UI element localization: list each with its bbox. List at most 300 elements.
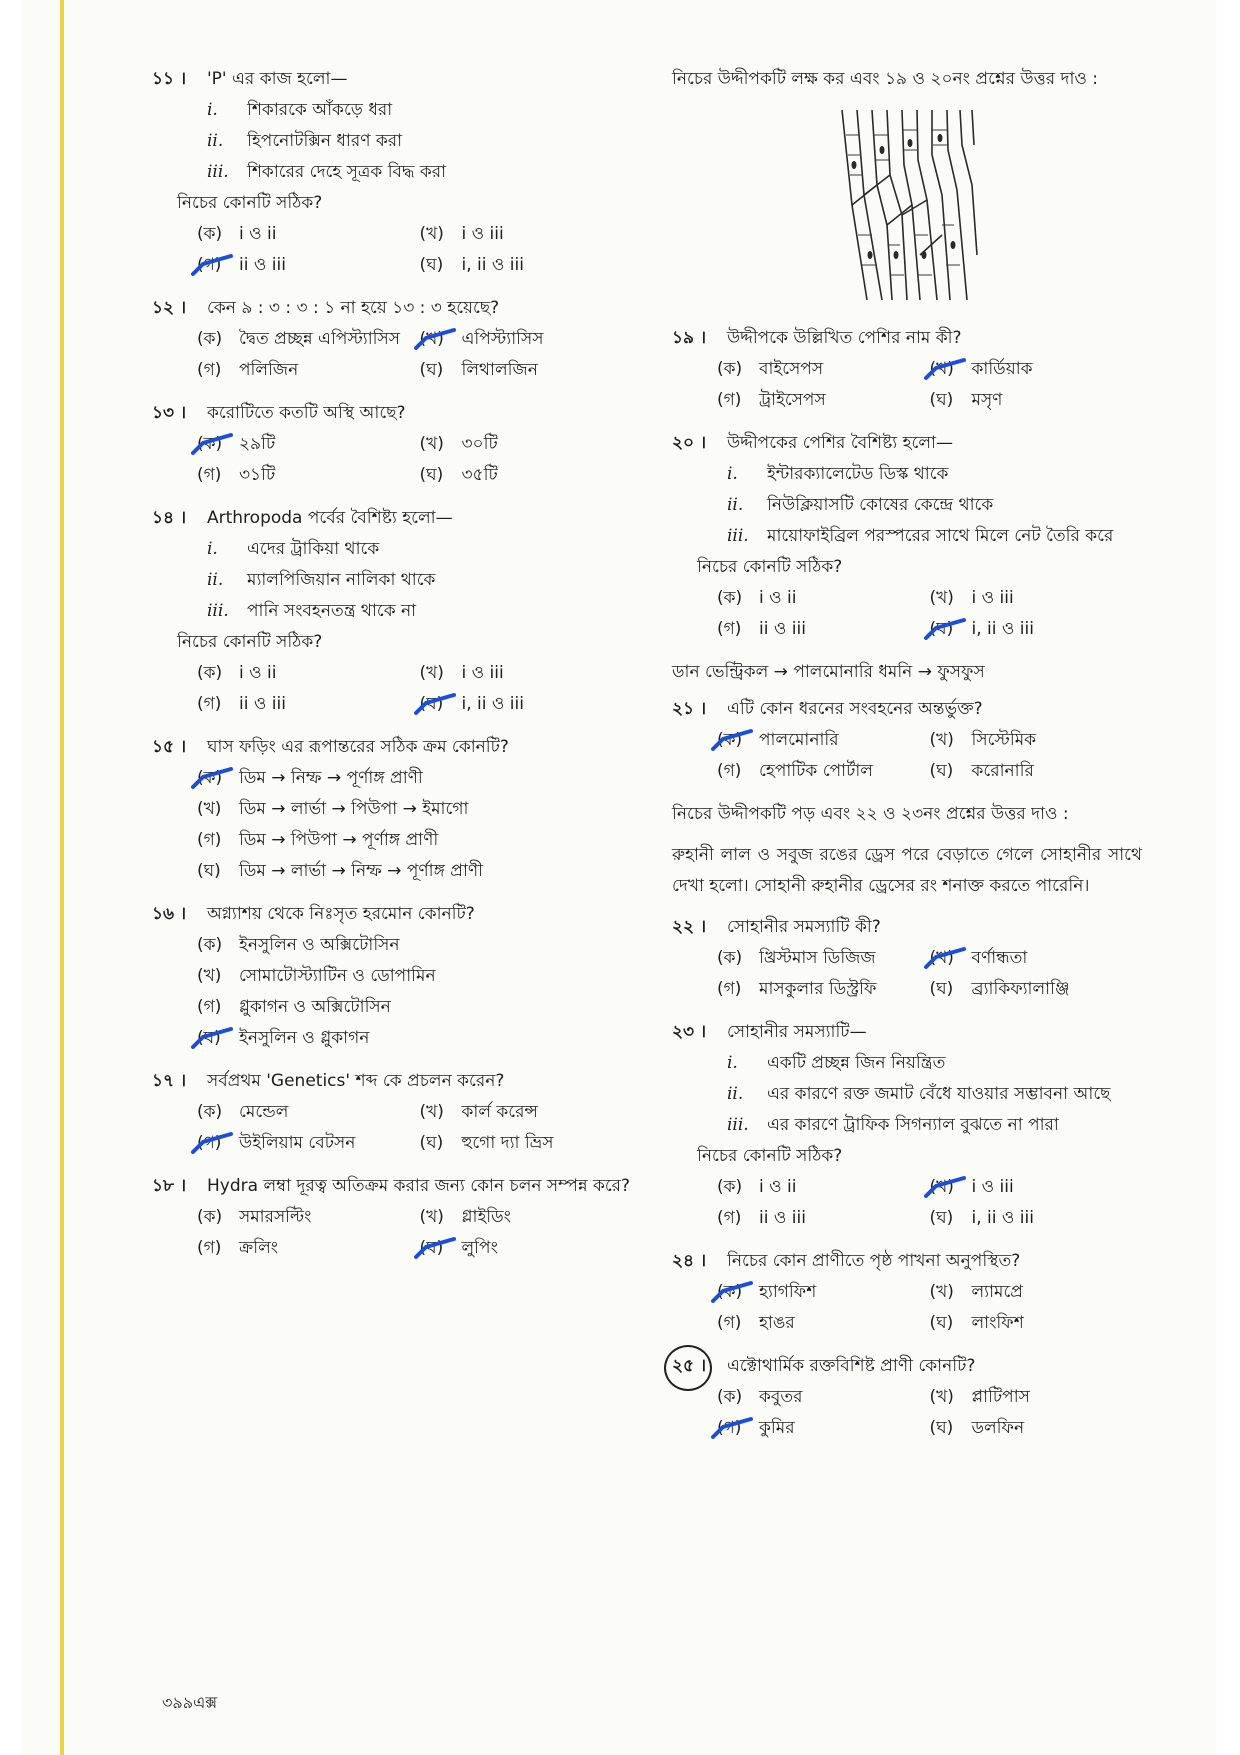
- option-label: (গ): [717, 619, 742, 639]
- option-item[interactable]: [197, 992, 642, 1023]
- option-text: কবুতর: [759, 1387, 803, 1407]
- stimulus-passage-22-23: রুহানী লাল ও সবুজ রঙের ড্রেস পরে বেড়াতে গেলে সোহানীর সাথে দেখা হলো। সোহানী রুহানীর ড্রেসের রং শনাক্ত করতে পারেনি।: [672, 845, 1142, 896]
- option-label: (ক): [197, 224, 223, 244]
- option-label: (খ): [419, 329, 444, 349]
- statement-text: ম্যালপিজিয়ান নালিকা থাকে: [247, 570, 436, 590]
- option-text: মসৃণ: [971, 390, 1003, 410]
- question-number: ১৭ ।: [152, 1071, 187, 1091]
- page-number: ৩৯৯এক্স: [162, 1693, 218, 1712]
- option-text: i, ii ও iii: [461, 694, 524, 714]
- choose-prompt: নিচের কোনটি সঠিক?: [697, 1146, 843, 1166]
- option-label: (ক): [197, 768, 223, 788]
- question-3: [152, 398, 642, 491]
- statement-numeral: ii.: [727, 1084, 744, 1104]
- option-label: (ক): [197, 1102, 223, 1122]
- option-item[interactable]: [420, 658, 643, 689]
- stimulus-intro-22-23: নিচের উদ্দীপকটি পড় এবং ২২ ও ২৩নং প্রশ্নের উত্তর দাও :: [672, 804, 1069, 824]
- option-label: (গ): [197, 1133, 222, 1153]
- option-label: (ক): [197, 329, 223, 349]
- statement-list: [207, 95, 642, 188]
- option-text: i ও ii: [759, 588, 797, 608]
- question-group-19-20: [672, 323, 1142, 645]
- question-number: ১৯ ।: [672, 328, 707, 348]
- option-item[interactable]: [420, 1097, 643, 1128]
- option-text: ডিম → লার্ভা → পিউপা → ইমাগো: [239, 799, 469, 819]
- question-2: [672, 428, 1142, 645]
- option-list: [197, 429, 642, 491]
- statement-text: মায়োফাইব্রিল পরস্পরের সাথে মিলে নেট তৈরি করে: [767, 526, 1114, 546]
- option-list: [197, 1097, 642, 1159]
- option-label: (ঘ): [929, 761, 954, 781]
- option-list: [197, 219, 642, 281]
- option-text: ট্রাইসেপস: [759, 390, 826, 410]
- option-item[interactable]: [930, 385, 1143, 416]
- question-5: [152, 732, 642, 887]
- question-4: [672, 1351, 1142, 1444]
- option-label: (ঘ): [419, 694, 444, 714]
- option-item[interactable]: [717, 614, 930, 645]
- option-text: সোমাটোস্ট্যাটিন ও ডোপামিন: [239, 966, 436, 986]
- option-item[interactable]: [930, 974, 1143, 1005]
- question-header: [152, 899, 642, 930]
- option-text: হেপাটিক পোর্টাল: [759, 761, 873, 781]
- option-item[interactable]: [930, 614, 1143, 645]
- statement-numeral: ii.: [727, 495, 744, 515]
- option-item[interactable]: [930, 756, 1143, 787]
- question-2: [152, 293, 642, 386]
- question-7: [152, 1066, 642, 1159]
- option-text: ডলফিন: [971, 1418, 1025, 1438]
- statement-numeral: iii.: [207, 162, 229, 182]
- option-text: ডিম → নিম্ফ → পূর্ণাঙ্গ প্রাণী: [239, 768, 423, 788]
- statement-item: [727, 1110, 1142, 1141]
- question-number: ২৫ ।: [672, 1351, 727, 1382]
- option-text: i, ii ও iii: [971, 1208, 1034, 1228]
- question-header: [152, 503, 642, 534]
- statement-numeral: iii.: [727, 1115, 749, 1135]
- statement-item: [207, 95, 642, 126]
- option-text: এপিস্ট্যাসিস: [461, 329, 544, 349]
- option-item[interactable]: [420, 1233, 643, 1264]
- statement-item: [207, 596, 642, 627]
- option-label: (খ): [929, 359, 954, 379]
- option-label: (খ): [929, 1282, 954, 1302]
- option-item[interactable]: [717, 385, 930, 416]
- option-label: (গ): [197, 465, 222, 485]
- option-item[interactable]: [197, 658, 420, 689]
- option-text: উইলিয়াম বেটসন: [239, 1133, 356, 1153]
- option-text: i ও ii: [759, 1177, 797, 1197]
- option-list: [717, 1382, 1142, 1444]
- option-text: ডিম → পিউপা → পূর্ণাঙ্গ প্রাণী: [239, 830, 439, 850]
- question-group-22-25: [672, 912, 1142, 1444]
- option-label: (ঘ): [929, 619, 954, 639]
- option-label: (ক): [197, 663, 223, 683]
- option-item[interactable]: [197, 794, 642, 825]
- option-label: (ঘ): [197, 1028, 221, 1048]
- option-text: খ্রিস্টমাস ডিজিজ: [759, 948, 876, 968]
- option-label: (খ): [929, 730, 954, 750]
- option-item[interactable]: [420, 1202, 643, 1233]
- statement-numeral: iii.: [207, 601, 229, 621]
- question-number: ১২ ।: [152, 298, 187, 318]
- option-label: (ক): [197, 935, 223, 955]
- statement-numeral: iii.: [727, 526, 749, 546]
- option-item[interactable]: [420, 250, 643, 281]
- option-label: (ক): [197, 434, 223, 454]
- option-text: ইনসুলিন ও গ্লুকাগন: [239, 1028, 370, 1048]
- option-label: (ঘ): [419, 1238, 444, 1258]
- question-text: 'P' এর কাজ হলো—: [207, 69, 348, 89]
- option-text: লিথালজিন: [461, 360, 538, 380]
- option-text: ii ও iii: [239, 255, 286, 275]
- option-text: ক্রলিং: [239, 1238, 279, 1258]
- statement-text: পানি সংবহনতন্ত্র থাকে না: [247, 601, 417, 621]
- stimulus-intro-19-20: নিচের উদ্দীপকটি লক্ষ কর এবং ১৯ ও ২০নং প্রশ্নের উত্তর দাও :: [672, 69, 1099, 89]
- option-text: ডিম → লার্ভা → নিম্ফ → পূর্ণাঙ্গ প্রাণী: [239, 861, 484, 881]
- option-label: (খ): [929, 1387, 954, 1407]
- option-label: (ঘ): [929, 979, 954, 999]
- option-list: [197, 930, 642, 1054]
- option-label: (খ): [197, 799, 222, 819]
- choose-prompt: নিচের কোনটি সঠিক?: [177, 193, 323, 213]
- option-text: লুপিং: [461, 1238, 498, 1258]
- option-text: মেন্ডেল: [239, 1102, 289, 1122]
- statement-numeral: i.: [207, 100, 218, 120]
- option-item[interactable]: [197, 856, 642, 887]
- option-text: লাংফিশ: [971, 1313, 1024, 1333]
- question-6: [152, 899, 642, 1054]
- option-item[interactable]: [930, 1277, 1143, 1308]
- option-item[interactable]: [420, 1128, 643, 1159]
- question-header: [672, 1351, 1142, 1382]
- question-number: ২২ ।: [672, 917, 707, 937]
- question-text: Arthropoda পর্বের বৈশিষ্ট্য হলো—: [207, 508, 453, 528]
- option-item[interactable]: [930, 1382, 1143, 1413]
- option-label: (খ): [929, 948, 954, 968]
- statement-text: শিকারকে আঁকড়ে ধরা: [247, 100, 393, 120]
- option-text: i ও iii: [971, 588, 1014, 608]
- scanned-page: [22, 0, 1217, 1755]
- option-label: (ক): [717, 1387, 743, 1407]
- question-1: [672, 323, 1142, 416]
- option-label: (গ): [717, 1313, 742, 1333]
- question-header: [152, 1171, 642, 1202]
- option-text: i ও iii: [461, 224, 504, 244]
- option-label: (ক): [717, 1177, 743, 1197]
- option-item[interactable]: [930, 1308, 1143, 1339]
- option-text: পালমোনারি: [759, 730, 839, 750]
- option-label: (গ): [197, 255, 222, 275]
- question-number: ১৬ ।: [152, 904, 187, 924]
- option-text: করোনারি: [971, 761, 1034, 781]
- option-text: ii ও iii: [239, 694, 286, 714]
- option-list: [717, 354, 1142, 416]
- statement-text: নিউক্লিয়াসটি কোষের কেন্দ্রে থাকে: [767, 495, 994, 515]
- option-label: (ঘ): [929, 1208, 954, 1228]
- option-text: প্লাটিপাস: [971, 1387, 1030, 1407]
- question-group-21: [672, 694, 1142, 787]
- option-text: ব্র্যাকিফ্যালাঞ্জি: [971, 979, 1070, 999]
- option-text: বাইসেপস: [759, 359, 824, 379]
- option-item[interactable]: [717, 756, 930, 787]
- option-label: (খ): [419, 434, 444, 454]
- option-item[interactable]: [717, 583, 930, 614]
- option-item[interactable]: [197, 250, 420, 281]
- statement-text: শিকারের দেহে সূত্রক বিদ্ধ করা: [247, 162, 447, 182]
- option-item[interactable]: [717, 1172, 930, 1203]
- option-item[interactable]: [717, 1382, 930, 1413]
- option-list: [197, 1202, 642, 1264]
- statement-item: [207, 126, 642, 157]
- option-text: ২৯টি: [239, 434, 276, 454]
- option-item[interactable]: [420, 460, 643, 491]
- option-text: পলিজিন: [239, 360, 299, 380]
- option-list: [197, 324, 642, 386]
- option-label: (ঘ): [929, 390, 954, 410]
- question-number: ১৩ ।: [152, 403, 187, 423]
- option-text: i ও ii: [239, 663, 277, 683]
- question-header: [152, 1066, 642, 1097]
- option-item[interactable]: [197, 763, 642, 794]
- option-label: (ঘ): [197, 861, 221, 881]
- question-text: এটি কোন ধরনের সংবহনের অন্তর্ভুক্ত?: [727, 699, 983, 719]
- question-number: ১১ ।: [152, 69, 187, 89]
- option-label: (ঘ): [419, 255, 444, 275]
- option-text: কার্ডিয়াক: [971, 359, 1033, 379]
- question-text: নিচের কোন প্রাণীতে পৃষ্ঠ পাখনা অনুপস্থিত?: [727, 1251, 1021, 1271]
- statement-item: [207, 565, 642, 596]
- circled-number-mark: [664, 1345, 712, 1391]
- option-text: i ও iii: [971, 1177, 1014, 1197]
- option-label: (ক): [717, 1282, 743, 1302]
- option-item[interactable]: [420, 429, 643, 460]
- option-label: (গ): [197, 997, 222, 1017]
- option-item[interactable]: [197, 1233, 420, 1264]
- option-label: (খ): [419, 224, 444, 244]
- option-label: (গ): [197, 360, 222, 380]
- option-item[interactable]: [930, 725, 1143, 756]
- option-item[interactable]: [930, 943, 1143, 974]
- option-label: (গ): [717, 1418, 742, 1438]
- option-label: (খ): [197, 966, 222, 986]
- option-item[interactable]: [930, 354, 1143, 385]
- question-text: Hydra লম্বা দূরত্ব অতিক্রম করার জন্য কোন চলন সম্পন্ন করে?: [207, 1176, 631, 1196]
- question-number: ২৩ ।: [672, 1022, 707, 1042]
- question-header: [672, 1017, 1142, 1048]
- question-text: এক্টোথার্মিক রক্তবিশিষ্ট প্রাণী কোনটি?: [727, 1356, 976, 1376]
- option-item[interactable]: [197, 324, 420, 355]
- question-text: কেন ৯ : ৩ : ৩ : ১ না হয়ে ১৩ : ৩ হয়েছে?: [207, 298, 500, 318]
- option-label: (ঘ): [419, 465, 444, 485]
- left-column: [152, 64, 642, 1276]
- question-1: [152, 64, 642, 281]
- question-text: অগ্ন্যাশয় থেকে নিঃসৃত হরমোন কোনটি?: [207, 904, 475, 924]
- muscle-illustration-icon: [832, 105, 982, 305]
- option-label: (খ): [419, 1102, 444, 1122]
- option-list: [197, 658, 642, 720]
- option-label: (ক): [717, 359, 743, 379]
- option-text: ৩১টি: [239, 465, 276, 485]
- stimulus-21: ডান ভেন্ট্রিকল → পালমোনারি ধমনি → ফুসফুস: [672, 662, 985, 682]
- option-label: (গ): [197, 1238, 222, 1258]
- option-text: মাসকুলার ডিস্ট্রফি: [759, 979, 877, 999]
- statement-item: [207, 157, 642, 188]
- option-label: (খ): [929, 588, 954, 608]
- option-label: (গ): [197, 694, 222, 714]
- statement-item: [727, 1048, 1142, 1079]
- option-item[interactable]: [717, 974, 930, 1005]
- statement-text: ইন্টারক্যালেটেড ডিস্ক থাকে: [767, 464, 949, 484]
- question-header: [152, 732, 642, 763]
- option-item[interactable]: [930, 583, 1143, 614]
- statement-list: [727, 459, 1142, 552]
- question-4: [152, 503, 642, 720]
- option-item[interactable]: [197, 930, 642, 961]
- option-label: (খ): [419, 1207, 444, 1227]
- option-item[interactable]: [420, 219, 643, 250]
- option-text: ৩৫টি: [461, 465, 498, 485]
- option-label: (খ): [929, 1177, 954, 1197]
- option-list: [717, 1172, 1142, 1234]
- option-text: ল্যামপ্রে: [971, 1282, 1023, 1302]
- option-label: (ঘ): [419, 1133, 444, 1153]
- option-label: (গ): [197, 830, 222, 850]
- option-item[interactable]: [197, 1128, 420, 1159]
- option-list: [197, 763, 642, 887]
- question-2: [672, 1017, 1142, 1234]
- option-text: ৩০টি: [461, 434, 498, 454]
- option-text: গ্লাইডিং: [461, 1207, 511, 1227]
- option-label: (ক): [717, 588, 743, 608]
- option-list: [717, 943, 1142, 1005]
- question-1: [672, 694, 1142, 787]
- question-text: সোহানীর সমস্যাটি—: [727, 1022, 867, 1042]
- statement-list: [727, 1048, 1142, 1141]
- question-number: ১৫ ।: [152, 737, 187, 757]
- option-item[interactable]: [197, 1202, 420, 1233]
- choose-prompt: নিচের কোনটি সঠিক?: [697, 557, 843, 577]
- option-text: ii ও iii: [759, 1208, 806, 1228]
- question-8: [152, 1171, 642, 1264]
- option-label: (গ): [717, 1208, 742, 1228]
- option-item[interactable]: [197, 355, 420, 386]
- question-text: উদ্দীপকের পেশির বৈশিষ্ট্য হলো—: [727, 433, 953, 453]
- option-item[interactable]: [930, 1172, 1143, 1203]
- option-item[interactable]: [717, 354, 930, 385]
- option-item[interactable]: [197, 689, 420, 720]
- option-label: (ক): [717, 730, 743, 750]
- statement-numeral: ii.: [207, 131, 224, 151]
- option-item[interactable]: [717, 1308, 930, 1339]
- question-3: [672, 1246, 1142, 1339]
- question-header: [672, 323, 1142, 354]
- option-text: হ্যাগফিশ: [759, 1282, 817, 1302]
- statement-text: হিপনোটক্সিন ধারণ করা: [247, 131, 403, 151]
- option-item[interactable]: [930, 1203, 1143, 1234]
- option-item[interactable]: [930, 1413, 1143, 1444]
- option-text: গ্লুকাগন ও অক্সিটোসিন: [239, 997, 391, 1017]
- question-header: [152, 398, 642, 429]
- option-label: (গ): [717, 390, 742, 410]
- cardiac-muscle-figure: [672, 105, 1142, 305]
- question-number: ২১ ।: [672, 699, 707, 719]
- statement-item: [727, 521, 1142, 552]
- option-text: সিস্টেমিক: [971, 730, 1037, 750]
- option-item[interactable]: [717, 1413, 930, 1444]
- statement-numeral: i.: [207, 539, 218, 559]
- option-item[interactable]: [717, 1203, 930, 1234]
- option-text: কার্ল করেন্স: [461, 1102, 538, 1122]
- page-edge: [60, 0, 64, 1755]
- option-label: (খ): [419, 663, 444, 683]
- option-item[interactable]: [197, 961, 642, 992]
- option-item[interactable]: [420, 324, 643, 355]
- option-item[interactable]: [420, 355, 643, 386]
- option-item[interactable]: [197, 1097, 420, 1128]
- option-text: ইনসুলিন ও অক্সিটোসিন: [239, 935, 400, 955]
- question-header: [672, 912, 1142, 943]
- option-item[interactable]: [197, 1023, 642, 1054]
- option-item[interactable]: [420, 689, 643, 720]
- choose-prompt: নিচের কোনটি সঠিক?: [177, 632, 323, 652]
- option-text: i, ii ও iii: [971, 619, 1034, 639]
- option-item[interactable]: [717, 943, 930, 974]
- question-header: [672, 694, 1142, 725]
- question-text: ঘাস ফড়িং এর রূপান্তরের সঠিক ক্রম কোনটি?: [207, 737, 509, 757]
- statement-list: [207, 534, 642, 627]
- statement-numeral: ii.: [207, 570, 224, 590]
- option-text: কুমির: [759, 1418, 795, 1438]
- statement-numeral: i.: [727, 1053, 738, 1073]
- option-text: হাঙর: [759, 1313, 795, 1333]
- question-text: সর্বপ্রথম 'Genetics' শব্দ কে প্রচলন করেন?: [207, 1071, 505, 1091]
- statement-item: [727, 459, 1142, 490]
- question-text: সোহানীর সমস্যাটি কী?: [727, 917, 881, 937]
- option-label: (ঘ): [929, 1313, 954, 1333]
- option-label: (ক): [717, 948, 743, 968]
- question-text: উদ্দীপকে উল্লিখিত পেশির নাম কী?: [727, 328, 962, 348]
- option-text: হুগো দ্যা ভ্রিস: [461, 1133, 554, 1153]
- option-item[interactable]: [197, 460, 420, 491]
- statement-item: [727, 1079, 1142, 1110]
- option-list: [717, 1277, 1142, 1339]
- option-item[interactable]: [197, 429, 420, 460]
- question-1: [672, 912, 1142, 1005]
- option-text: i ও iii: [461, 663, 504, 683]
- question-text: করোটিতে কতটি অস্থি আছে?: [207, 403, 406, 423]
- option-label: (গ): [717, 761, 742, 781]
- option-text: বর্ণান্ধতা: [971, 948, 1028, 968]
- option-item[interactable]: [717, 725, 930, 756]
- question-header: [152, 293, 642, 324]
- option-item[interactable]: [717, 1277, 930, 1308]
- statement-text: একটি প্রচ্ছন্ন জিন নিয়ন্ত্রিত: [767, 1053, 946, 1073]
- statement-text: এর কারণে ট্রাফিক সিগন্যাল বুঝতে না পারা: [767, 1115, 1059, 1135]
- option-item[interactable]: [197, 825, 642, 856]
- option-label: (ক): [197, 1207, 223, 1227]
- option-list: [717, 725, 1142, 787]
- right-column: [672, 64, 1142, 1456]
- question-number: ২৪ ।: [672, 1251, 707, 1271]
- statement-text: এদের ট্রাকিয়া থাকে: [247, 539, 380, 559]
- question-number: ১৪ ।: [152, 508, 187, 528]
- option-text: i, ii ও iii: [461, 255, 524, 275]
- statement-item: [207, 534, 642, 565]
- statement-item: [727, 490, 1142, 521]
- option-item[interactable]: [197, 219, 420, 250]
- statement-numeral: i.: [727, 464, 738, 484]
